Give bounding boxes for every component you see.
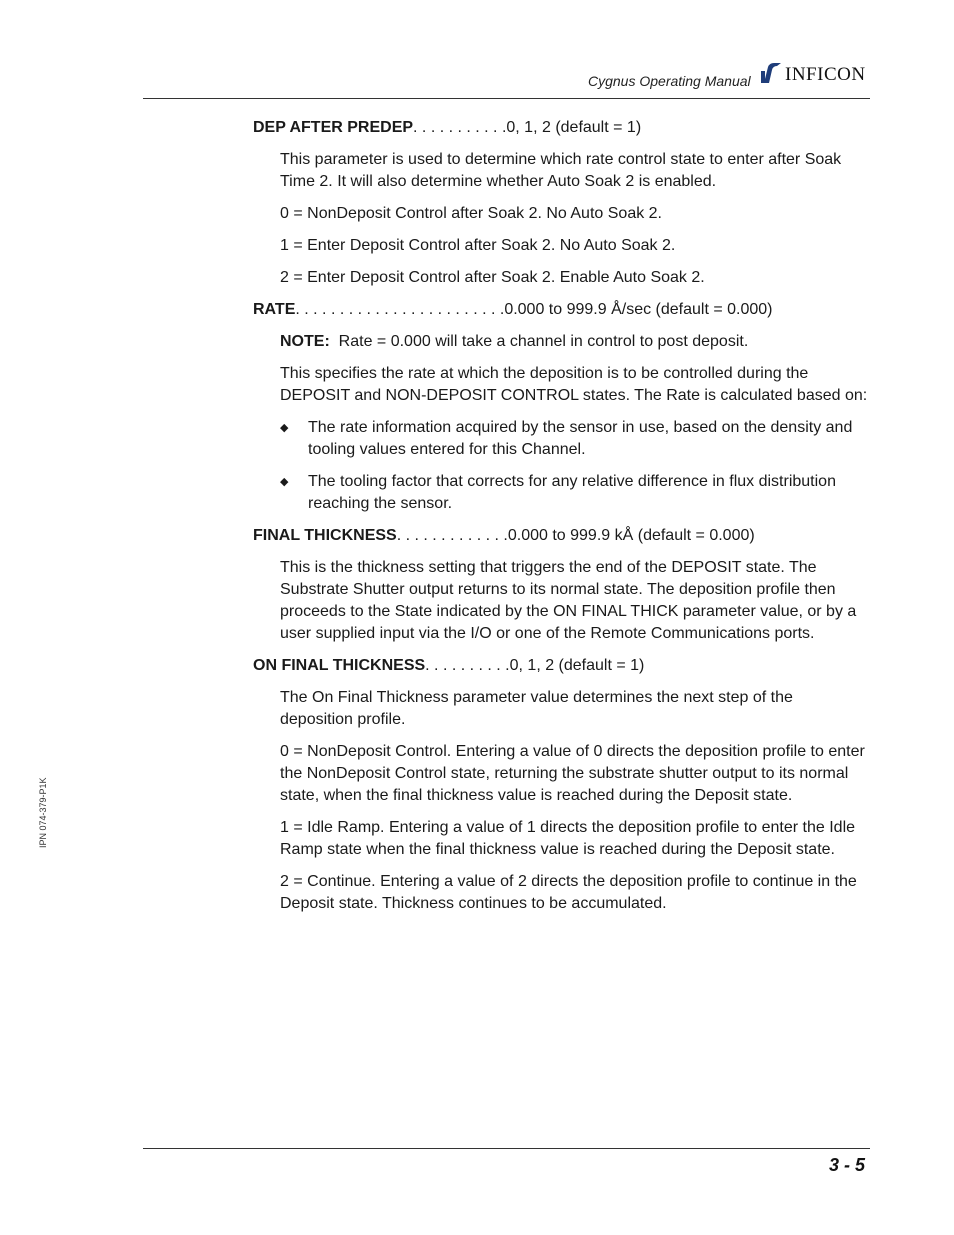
note-text: Rate = 0.000 will take a channel in control to post deposit. — [338, 333, 749, 350]
bullet-item — [280, 471, 868, 515]
note — [280, 331, 868, 353]
param-value: 0.000 to 999.9 Å/sec (default = 0.000) — [504, 301, 773, 318]
param-name: RATE — [253, 301, 296, 318]
document-part-number: IPN 074-379-P1K — [38, 777, 48, 848]
option-line: 2 = Enter Deposit Control after Soak 2. Enable Auto Soak 2. — [280, 269, 705, 286]
page-content — [253, 117, 868, 925]
note-label: NOTE: — [280, 333, 330, 350]
param-value: 0.000 to 999.9 kÅ (default = 0.000) — [507, 527, 755, 544]
logo-text: INFICON — [785, 64, 866, 85]
footer-rule — [143, 1148, 870, 1149]
param-name: ON FINAL THICKNESS — [253, 657, 426, 674]
diamond-bullet-icon: ◆ — [280, 422, 289, 434]
param-name: DEP AFTER PREDEP — [253, 119, 414, 136]
paragraph: This is the thickness setting that triggers the end of the DEPOSIT state. The Substrate Shutter output returns to its normal state. The deposition profile then proceeds to the State indicated by the ON FINAL THICK parameter value, or by a user supplied input via the I/O or one of the Remote Communications ports. — [280, 559, 857, 642]
param-value: 0, 1, 2 (default = 1) — [509, 657, 645, 674]
dot-leader: . . . . . . . . . . — [425, 657, 510, 674]
page-number: 3 - 5 — [828, 1155, 865, 1175]
option-line: 0 = NonDeposit Control after Soak 2. No Auto Soak 2. — [280, 205, 662, 222]
param-value: 0, 1, 2 (default = 1) — [506, 119, 642, 136]
inficon-logo-icon — [760, 62, 782, 84]
param-heading-rate — [253, 299, 868, 321]
option-line: 1 = Idle Ramp. Entering a value of 1 directs the deposition profile to enter the Idle Ramp state when the final thickness value is reached during the Deposit state. — [280, 819, 856, 858]
option-line: 1 = Enter Deposit Control after Soak 2. No Auto Soak 2. — [280, 237, 676, 254]
bullet-text: The rate information acquired by the sensor in use, based on the density and tooling values entered for this Channel. — [308, 419, 853, 458]
header-rule — [143, 98, 870, 99]
paragraph: This parameter is used to determine which rate control state to enter after Soak Time 2. It will also determine whether Auto Soak 2 is enabled. — [280, 151, 842, 190]
dot-leader: . . . . . . . . . . . — [413, 119, 507, 136]
param-name: FINAL THICKNESS — [253, 527, 397, 544]
param-heading-on-final-thickness — [253, 655, 868, 677]
inficon-logo — [760, 60, 866, 84]
paragraph: This specifies the rate at which the deposition is to be controlled during the DEPOSIT and NON-DEPOSIT CONTROL states. The Rate is calculated based on: — [280, 365, 868, 404]
diamond-bullet-icon: ◆ — [280, 476, 289, 488]
option-line: 0 = NonDeposit Control. Entering a value of 0 directs the deposition profile to enter the NonDeposit Control state, returning the substrate shutter output to its normal state, when the final thickness value is reached during the Deposit state. — [280, 743, 865, 804]
param-heading-final-thickness — [253, 525, 868, 547]
dot-leader: . . . . . . . . . . . . . — [396, 527, 508, 544]
bullet-text: The tooling factor that corrects for any relative difference in flux distribution reaching the sensor. — [308, 473, 836, 512]
dot-leader: . . . . . . . . . . . . . . . . . . . . . . . . — [295, 301, 505, 318]
option-line: 2 = Continue. Entering a value of 2 directs the deposition profile to continue in the Deposit state. Thickness continues to be accumulated. — [280, 873, 857, 912]
param-heading-dep-after-predep — [253, 117, 868, 139]
paragraph: The On Final Thickness parameter value determines the next step of the deposition profile. — [280, 689, 793, 728]
bullet-item — [280, 417, 868, 461]
manual-title: Cygnus Operating Manual — [588, 73, 751, 89]
